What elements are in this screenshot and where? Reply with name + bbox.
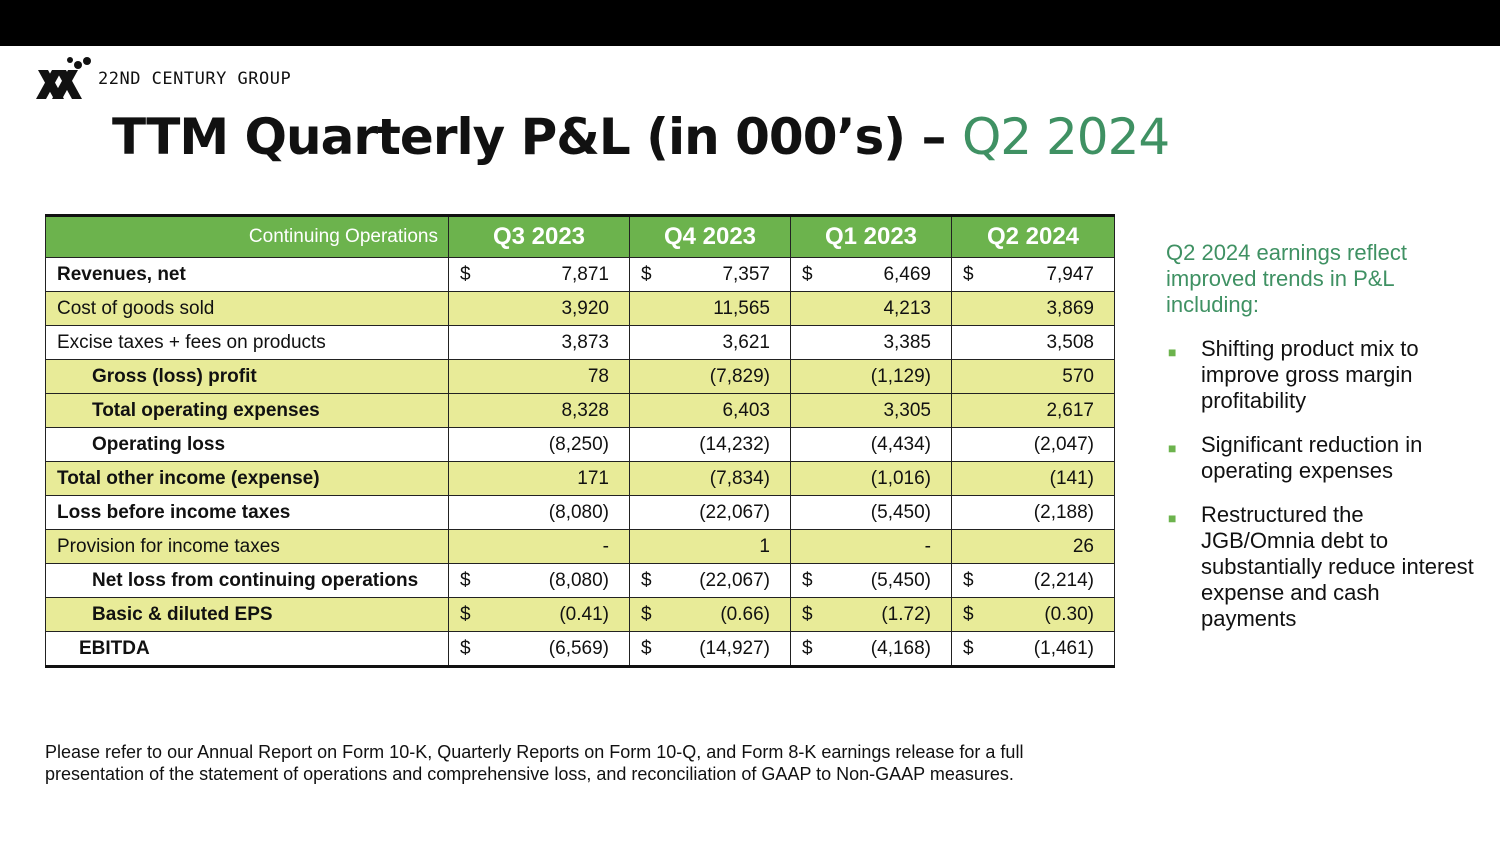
amount: (5,450) xyxy=(870,501,931,523)
top-black-bar xyxy=(0,0,1500,46)
title-main: TTM Quarterly P&L (in 000’s) – xyxy=(112,108,962,166)
row-label: Excise taxes + fees on products xyxy=(46,326,449,360)
cell-value xyxy=(630,292,791,326)
cell-value xyxy=(630,462,791,496)
cell-value xyxy=(449,632,630,667)
row-label: Revenues, net xyxy=(46,258,449,292)
row-label: Operating loss xyxy=(46,428,449,462)
amount: 6,469 xyxy=(883,263,931,285)
cell-value xyxy=(791,326,952,360)
amount: 3,920 xyxy=(561,297,609,319)
amount: 3,385 xyxy=(883,331,931,353)
amount: 7,357 xyxy=(722,263,770,285)
amount: (2,214) xyxy=(1033,569,1094,591)
amount: (0.41) xyxy=(559,603,609,625)
amount: 570 xyxy=(1062,365,1094,387)
cell-value xyxy=(952,360,1115,394)
cell-value xyxy=(449,564,630,598)
row-label: Net loss from continuing operations xyxy=(46,564,449,598)
amount: (7,829) xyxy=(709,365,770,387)
amount: 7,947 xyxy=(1046,263,1094,285)
amount: (8,250) xyxy=(548,433,609,455)
amount: 2,617 xyxy=(1046,399,1094,421)
row-label: EBITDA xyxy=(46,632,449,667)
row-revenues xyxy=(46,258,1115,292)
amount: 7,871 xyxy=(561,263,609,285)
amount: (1,461) xyxy=(1033,637,1094,659)
cell-value xyxy=(630,632,791,667)
row-label: Cost of goods sold xyxy=(46,292,449,326)
cell-value xyxy=(791,428,952,462)
cell-value xyxy=(791,632,952,667)
amount: (4,434) xyxy=(870,433,931,455)
cell-value xyxy=(449,292,630,326)
cell-value xyxy=(791,530,952,564)
currency-sign: $ xyxy=(460,569,471,591)
cell-value xyxy=(791,462,952,496)
row-label: Loss before income taxes xyxy=(46,496,449,530)
highlights-list xyxy=(1166,336,1476,632)
table-header-row xyxy=(46,216,1115,258)
amount: 4,213 xyxy=(883,297,931,319)
highlights-heading: Q2 2024 earnings reflect improved trends in P&L including: xyxy=(1166,240,1407,317)
currency-sign: $ xyxy=(963,637,974,659)
currency-sign: $ xyxy=(460,603,471,625)
cell-value xyxy=(952,598,1115,632)
currency-sign: $ xyxy=(641,263,652,285)
row-label: Total other income (expense) xyxy=(46,462,449,496)
currency-sign: $ xyxy=(802,263,813,285)
amount: (6,569) xyxy=(548,637,609,659)
amount: (7,834) xyxy=(709,467,770,489)
amount: (0.66) xyxy=(720,603,770,625)
cell-value xyxy=(791,598,952,632)
pl-table xyxy=(45,214,1115,668)
currency-sign: $ xyxy=(802,603,813,625)
list-item-text: Restructured the JGB/Omnia debt to substantially reduce interest expense and cash payments xyxy=(1201,502,1474,631)
list-item-text: Shifting product mix to improve gross margin profitability xyxy=(1201,336,1419,413)
amount: 78 xyxy=(587,365,609,387)
cell-value xyxy=(952,326,1115,360)
amount: 8,328 xyxy=(561,399,609,421)
list-item xyxy=(1166,502,1476,632)
title-accent: Q2 2024 xyxy=(961,108,1170,166)
cell-value xyxy=(791,292,952,326)
amount: 3,873 xyxy=(561,331,609,353)
cell-value xyxy=(952,292,1115,326)
amount: - xyxy=(602,535,609,557)
cell-value xyxy=(630,530,791,564)
amount: (5,450) xyxy=(870,569,931,591)
cell-value xyxy=(791,258,952,292)
amount: 3,508 xyxy=(1046,331,1094,353)
square-bullet-icon: ■ xyxy=(1168,344,1177,360)
currency-sign: $ xyxy=(641,569,652,591)
amount: (2,188) xyxy=(1033,501,1094,523)
amount: (1.72) xyxy=(881,603,931,625)
header-q2-2024: Q2 2024 xyxy=(952,216,1115,258)
header-q1-2023: Q1 2023 xyxy=(791,216,952,258)
page-title xyxy=(112,108,1169,166)
cell-value xyxy=(952,564,1115,598)
row-ebitda xyxy=(46,632,1115,667)
amount: - xyxy=(924,535,931,557)
amount: 6,403 xyxy=(722,399,770,421)
disclaimer-footnote: Please refer to our Annual Report on Form 10-K, Quarterly Reports on Form 10-Q, and Form 8-K earnings release for a full presentation of the statement of operations and comprehensive loss, and reconciliation of GAAP to Non-GAAP measures. xyxy=(45,742,1024,784)
cell-value xyxy=(630,496,791,530)
row-provision-income-taxes xyxy=(46,530,1115,564)
highlights-panel xyxy=(1166,240,1476,650)
amount: (1,016) xyxy=(870,467,931,489)
cell-value xyxy=(952,530,1115,564)
amount: 26 xyxy=(1072,535,1094,557)
cell-value xyxy=(449,530,630,564)
row-total-other-income xyxy=(46,462,1115,496)
amount: (22,067) xyxy=(699,569,770,591)
company-name: 22ND CENTURY GROUP xyxy=(98,69,292,89)
cell-value xyxy=(791,564,952,598)
amount: (8,080) xyxy=(548,501,609,523)
cell-value xyxy=(630,326,791,360)
cell-value xyxy=(952,428,1115,462)
row-gross-profit xyxy=(46,360,1115,394)
amount: (4,168) xyxy=(870,637,931,659)
cell-value xyxy=(630,598,791,632)
row-loss-before-taxes xyxy=(46,496,1115,530)
company-logo xyxy=(34,56,291,100)
amount: 3,621 xyxy=(722,331,770,353)
currency-sign: $ xyxy=(963,603,974,625)
row-cogs xyxy=(46,292,1115,326)
cell-value xyxy=(449,462,630,496)
cell-value xyxy=(952,258,1115,292)
row-operating-loss xyxy=(46,428,1115,462)
cell-value xyxy=(449,428,630,462)
cell-value xyxy=(630,394,791,428)
cell-value xyxy=(952,394,1115,428)
cell-value xyxy=(630,428,791,462)
amount: (14,232) xyxy=(699,433,770,455)
row-eps xyxy=(46,598,1115,632)
cell-value xyxy=(449,496,630,530)
header-q3-2023: Q3 2023 xyxy=(449,216,630,258)
amount: (8,080) xyxy=(548,569,609,591)
row-label: Provision for income taxes xyxy=(46,530,449,564)
list-item xyxy=(1166,432,1476,484)
currency-sign: $ xyxy=(460,637,471,659)
cell-value xyxy=(449,598,630,632)
cell-value xyxy=(952,462,1115,496)
row-label: Basic & diluted EPS xyxy=(46,598,449,632)
cell-value xyxy=(630,258,791,292)
list-item-text: Significant reduction in operating expenses xyxy=(1201,432,1423,483)
amount: 171 xyxy=(577,467,609,489)
square-bullet-icon: ■ xyxy=(1168,440,1177,456)
cell-value xyxy=(791,496,952,530)
amount: (1,129) xyxy=(870,365,931,387)
amount: (22,067) xyxy=(699,501,770,523)
cell-value xyxy=(952,496,1115,530)
amount: (0.30) xyxy=(1044,603,1094,625)
cell-value xyxy=(630,564,791,598)
amount: (141) xyxy=(1049,467,1094,489)
amount: 11,565 xyxy=(713,297,770,319)
row-excise-taxes xyxy=(46,326,1115,360)
currency-sign: $ xyxy=(641,603,652,625)
currency-sign: $ xyxy=(460,263,471,285)
row-label: Total operating expenses xyxy=(46,394,449,428)
currency-sign: $ xyxy=(641,637,652,659)
amount: 3,305 xyxy=(883,399,931,421)
amount: 3,869 xyxy=(1046,297,1094,319)
cell-value xyxy=(791,394,952,428)
cell-value xyxy=(449,326,630,360)
cell-value xyxy=(449,394,630,428)
row-net-loss xyxy=(46,564,1115,598)
amount: 1 xyxy=(759,535,770,557)
cell-value xyxy=(630,360,791,394)
xxii-logo-icon xyxy=(34,56,92,100)
row-total-operating-expenses xyxy=(46,394,1115,428)
amount: (14,927) xyxy=(699,637,770,659)
amount: (2,047) xyxy=(1033,433,1094,455)
list-item xyxy=(1166,336,1476,414)
header-q4-2023: Q4 2023 xyxy=(630,216,791,258)
cell-value xyxy=(449,258,630,292)
currency-sign: $ xyxy=(963,263,974,285)
header-continuing-operations: Continuing Operations xyxy=(46,216,449,258)
currency-sign: $ xyxy=(963,569,974,591)
cell-value xyxy=(449,360,630,394)
currency-sign: $ xyxy=(802,637,813,659)
cell-value xyxy=(952,632,1115,667)
square-bullet-icon: ■ xyxy=(1168,510,1177,526)
row-label: Gross (loss) profit xyxy=(46,360,449,394)
cell-value xyxy=(791,360,952,394)
currency-sign: $ xyxy=(802,569,813,591)
